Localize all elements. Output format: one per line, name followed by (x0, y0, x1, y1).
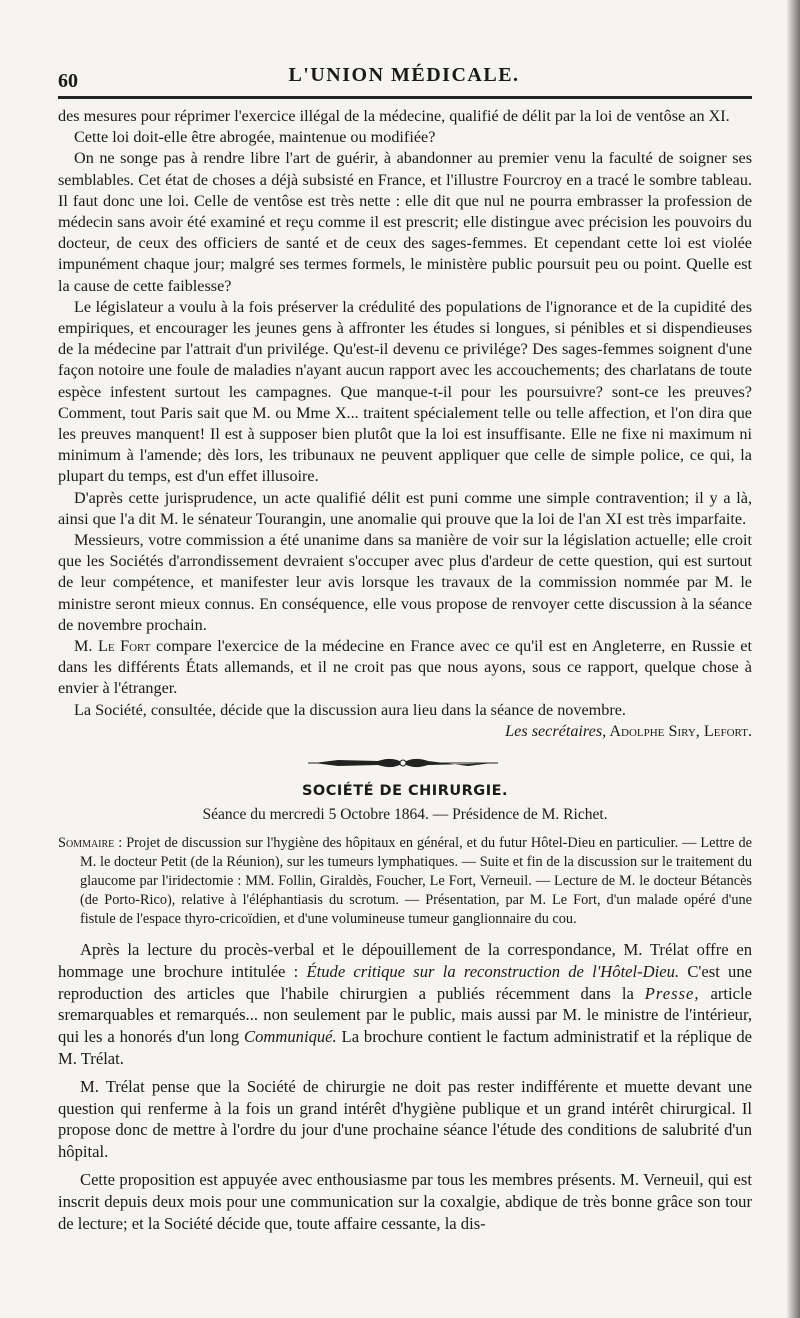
society-paragraph-1 (58, 939, 752, 1070)
paragraph-1: des mesures pour réprimer l'exercice illégal de la médecine, qualifié de délit par la loi de ventôse an XI. (58, 107, 730, 125)
p1-text-c: article sremarquables et remarqués... non seulement par le public, mais aussi par M. le ministre de l'intérieur, qui les a honorés d'un long (58, 983, 752, 1047)
ornamental-divider (58, 746, 752, 780)
brochure-title: Étude critique sur la reconstruction de l'Hôtel-Dieu. (306, 961, 680, 981)
communique-title: Communiqué. (244, 1027, 337, 1047)
p1-text-d: La brochure contient le factum administratif et la réplique de M. Trélat. (58, 1027, 752, 1069)
section-heading: SOCIÉTÉ DE CHIRURGIE. (301, 783, 509, 800)
society-paragraph-2: M. Trélat pense que la Société de chirurgie ne doit pas rester indifférente et muette devant une question qui renferme à la fois un grand intérêt d'hygiène publique et un grand intérêt chirurgical. Il propose donc de mettre à l'ordre du jour d'une prochaine séance l'étude des conditions de salubrité d'un hôpital. (58, 1076, 752, 1162)
article-body (58, 106, 752, 1234)
paragraph-le-fort (58, 636, 752, 700)
page-edge-shadow (786, 0, 800, 1318)
p1-text-a: Après la lecture du procès-verbal et le dépouillement de la correspondance, M. Trélat offre en hommage une brochure intitulée : (58, 940, 752, 981)
paragraph-decision: La Société, consultée, décide que la discussion aura lieu dans la séance de novembre. (74, 700, 626, 719)
summary-text: Projet de discussion sur l'hygiène des hôpitaux en général, et du futur Hôtel-Dieu en particulier. — Lettre de M. le docteur Petit (de la Réunion), sur les tumeurs lymphatiques. — Suite et fin de la discussion sur le traitement du glaucome par l'iridectomie : MM. Follin, Giraldès, Foucher, Le Fort, Verneuil. — Lecture de M. le docteur Bétancès (de Porto-Rico), relative à l'éléphantiasis du scrotum. — Présentation, par M. Le Fort, d'un malade opéré d'une fistule de l'espace thyro-cricoïdien, et d'une volumineuse tumeur ganglionnaire du cou. (80, 835, 752, 928)
signature-label: Les secrétaires, (505, 721, 607, 740)
running-head (58, 64, 750, 92)
paragraph-2: Cette loi doit-elle être abrogée, maintenue ou modifiée? (74, 128, 436, 147)
le-fort-name: M. Le Fort (74, 637, 151, 656)
header-rule (58, 96, 752, 99)
paragraph-4: Le législateur a voulu à la fois préserver la crédulité des populations de l'ignorance et de la cupidité des empiriques, et encourager les jeunes gens à affronter les études si longues, si pénibles et si dispendieuses de la médecine par l'attrait d'un privilége. Qu'est-il devenu ce privilége? Des sages-femmes soignent d'une façon notoire une foule de maladies n'ayant aucun rapport avec les accouchements; des charlatans de toute espèce infestent surtout les campagnes. Que manque-t-il pour les poursuivre? sont-ce les preuves? Comment, tout Paris sait que M. ou Mme X... traitent spécialement telle ou telle affection, et l'on dira que les preuves manquent! Il est à supposer bien plutôt que la loi est insuffisante. Elle ne fixe ni maximum ni minimum à l'amende; dès lors, les tribunaux ne peuvent appliquer que celle de simple police, ce qui, la plupart du temps, est d'un effet illusoire. (58, 297, 752, 486)
p1-text-b: C'est une reproduction des articles que l'habile chirurgien a publiés récemment dans la (58, 961, 752, 1003)
paragraph-5: D'après cette jurisprudence, un acte qualifié délit est puni comme une simple contravention; il y a là, ainsi que l'a dit M. le sénateur Tourangin, une anomalie qui prouve que la loi de l'an XI est très imparfaite. (58, 488, 752, 528)
ornament-flourish-icon (308, 752, 498, 774)
page-number: 60 (58, 70, 78, 92)
signature-line (58, 721, 752, 742)
le-fort-text: compare l'exercice de la médecine en France avec ce qu'il est en Angleterre, en Russie et dans les différents États allemands, et il ne croit pas que nous ayons, sous ce rapport, quelque chose à envier à l'étranger. (58, 637, 752, 698)
session-line: Séance du mercredi 5 Octobre 1864. — Présidence de M. Richet. (202, 806, 608, 824)
paragraph-3: On ne songe pas à rendre libre l'art de guérir, à abandonner au premier venu la faculté de soigner ses semblables. Cet état de choses a déjà subsisté en France, et l'illustre Fourcroy en a tracé le sombre tableau. Il faut donc une loi. Celle de ventôse est très nette : elle dit que nul ne pourra embrasser la profession de médecin sans avoir été examiné et reçu comme il est prescrit; elle distingue avec précision les pouvoirs du docteur, de ceux des officiers de santé et de ceux des sages-femmes. Et cependant cette loi est violée impunément chaque jour; malgré ses termes formels, le ministère public poursuit peu ou point. Quelle est la cause de cette faiblesse? (58, 149, 752, 295)
signature-names: Adolphe Siry, Lefort. (606, 721, 752, 740)
journal-title: L'UNION MÉDICALE. (288, 64, 520, 86)
presse-title: Presse, (644, 983, 700, 1003)
summary-block (58, 834, 752, 929)
society-paragraph-3: Cette proposition est appuyée avec enthousiasme par tous les membres présents. M. Verneuil, qui est inscrit depuis deux mois pour une communication sur la coxalgie, abdique de très bonne grâce son tour de lecture; et la Société décide que, toute affaire cessante, la dis- (58, 1170, 752, 1233)
paragraph-6: Messieurs, votre commission a été unanime dans sa manière de voir sur la législation actuelle; elle croit que les Sociétés d'arrondissement devraient s'occuper avec plus d'ardeur de cette question, qui est surtout de leur compétence, et manifester leur avis lorsque les travaux de la commission nommée par M. le ministre seront mieux connus. En conséquence, elle vous propose de renvoyer cette discussion à la séance de novembre prochain. (58, 531, 752, 634)
summary-label: Sommaire : (58, 835, 123, 852)
